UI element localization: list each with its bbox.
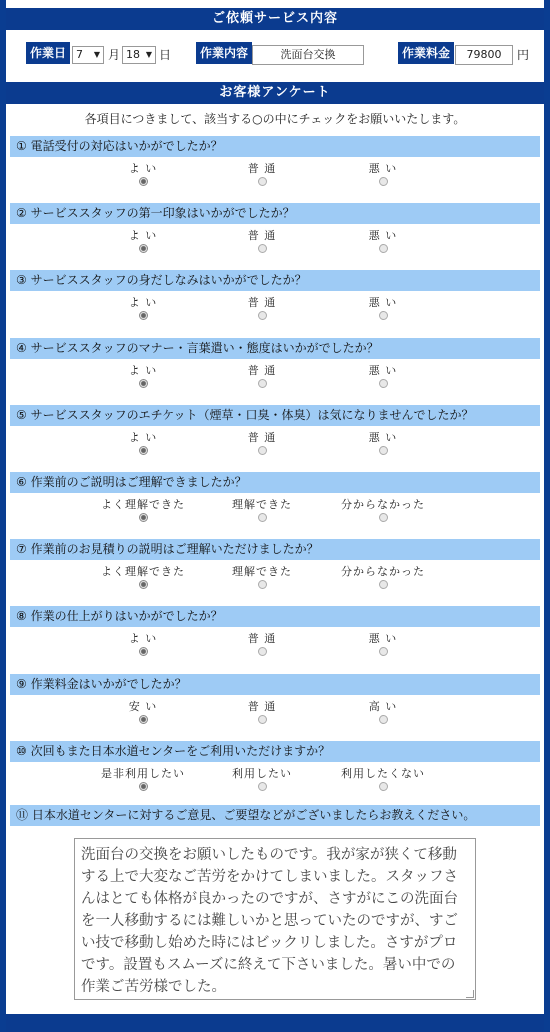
answer-option [323, 767, 443, 794]
chevron-down-icon: ▼ [93, 50, 100, 59]
radio-button[interactable] [258, 647, 267, 656]
radio-button[interactable] [258, 782, 267, 791]
answer-option [323, 700, 443, 727]
answer-option [83, 296, 203, 323]
fee-unit: 円 [517, 48, 530, 62]
answer-option-label: 悪 い [368, 364, 398, 377]
answer-option [83, 565, 203, 592]
radio-button[interactable] [139, 580, 148, 589]
answer-option [202, 364, 322, 391]
question-label: ⑨ 作業料金はいかがでしたか？ [10, 674, 540, 695]
answer-option [83, 700, 203, 727]
answer-option-label: 普 通 [247, 700, 277, 713]
answer-option-label: 利用したくない [341, 767, 425, 780]
radio-button[interactable] [258, 580, 267, 589]
answer-option-label: 普 通 [247, 632, 277, 645]
radio-button[interactable] [258, 311, 267, 320]
answer-option-label: 利用したい [232, 767, 292, 780]
radio-button[interactable] [379, 177, 388, 186]
answer-option-label: 悪 い [368, 229, 398, 242]
answer-option-label: 悪 い [368, 296, 398, 309]
radio-button[interactable] [139, 782, 148, 791]
radio-button[interactable] [379, 715, 388, 724]
day-unit: 日 [159, 48, 172, 62]
answer-option-label: 普 通 [247, 229, 277, 242]
answer-option [202, 296, 322, 323]
radio-button[interactable] [258, 379, 267, 388]
answer-option-label: 普 通 [247, 162, 277, 175]
month-unit: 月 [108, 48, 121, 62]
answer-option-label: 普 通 [247, 364, 277, 377]
answer-option-label: 分からなかった [341, 498, 425, 511]
answer-option [202, 632, 322, 659]
radio-button[interactable] [258, 715, 267, 724]
radio-button[interactable] [379, 379, 388, 388]
radio-button[interactable] [379, 513, 388, 522]
radio-button[interactable] [139, 379, 148, 388]
radio-button[interactable] [379, 580, 388, 589]
radio-button[interactable] [258, 513, 267, 522]
question-label: ⑩ 次回もまた日本水道センターをご利用いただけますか？ [10, 741, 540, 762]
answer-option-label: よく理解できた [101, 565, 185, 578]
service-header: ご依頼サービス内容 [6, 8, 544, 30]
answer-option-label: 悪 い [368, 632, 398, 645]
month-select[interactable] [72, 46, 104, 64]
footer-bar [6, 1014, 544, 1032]
content-field[interactable]: 洗面台交換 [252, 45, 364, 65]
radio-button[interactable] [139, 647, 148, 656]
answer-option [202, 431, 322, 458]
day-select[interactable] [122, 46, 156, 64]
answer-option-label: 悪 い [368, 162, 398, 175]
resize-handle-icon[interactable] [466, 990, 474, 998]
fee-label: 作業料金 [398, 42, 454, 64]
answer-option [202, 700, 322, 727]
answer-option [83, 498, 203, 525]
answer-option [323, 498, 443, 525]
answer-option [323, 364, 443, 391]
answer-option-label: よく理解できた [101, 498, 185, 511]
answer-option [323, 632, 443, 659]
comment-textarea[interactable] [74, 838, 476, 1000]
answer-option-label: 理解できた [232, 565, 292, 578]
question-label: ⑧ 作業の仕上がりはいかがでしたか？ [10, 606, 540, 627]
answer-option [323, 162, 443, 189]
answer-option-label: 分からなかった [341, 565, 425, 578]
radio-button[interactable] [379, 311, 388, 320]
fee-field[interactable]: 79800 [455, 45, 513, 65]
content-label: 作業内容 [196, 42, 252, 64]
answer-option-label: よ い [128, 229, 158, 242]
answer-option-label: 高 い [368, 700, 398, 713]
question-label: ⑦ 作業前のお見積りの説明はご理解いただけましたか？ [10, 539, 540, 560]
question-label: ⑤ サービススタッフのエチケット（煙草・口臭・体臭）は気になりませんでしたか？ [10, 405, 540, 426]
answer-option [83, 431, 203, 458]
question-label: ⑥ 作業前のご説明はご理解できましたか？ [10, 472, 540, 493]
answer-option [83, 632, 203, 659]
answer-option [323, 229, 443, 256]
answer-option-label: 理解できた [232, 498, 292, 511]
radio-button[interactable] [258, 177, 267, 186]
radio-button[interactable] [139, 513, 148, 522]
radio-button[interactable] [139, 177, 148, 186]
day-value: 18 [126, 48, 140, 61]
question-label: ② サービススタッフの第一印象はいかがでしたか？ [10, 203, 540, 224]
answer-option-label: 普 通 [247, 431, 277, 444]
chevron-down-icon: ▼ [145, 50, 152, 59]
answer-option-label: よ い [128, 162, 158, 175]
answer-option [202, 162, 322, 189]
radio-button[interactable] [379, 647, 388, 656]
answer-option [83, 229, 203, 256]
answer-option-label: よ い [128, 431, 158, 444]
answer-option [323, 565, 443, 592]
answer-option [83, 162, 203, 189]
question-label: ① 電話受付の対応はいかがでしたか？ [10, 136, 540, 157]
radio-button[interactable] [139, 311, 148, 320]
answer-option-label: 安 い [128, 700, 158, 713]
radio-button[interactable] [258, 446, 267, 455]
answer-option [323, 431, 443, 458]
radio-button[interactable] [258, 244, 267, 253]
answer-option-label: よ い [128, 296, 158, 309]
radio-button[interactable] [139, 244, 148, 253]
radio-button[interactable] [139, 715, 148, 724]
answer-option-label: よ い [128, 632, 158, 645]
answer-option [202, 229, 322, 256]
survey-intro: 各項目につきまして、該当する○の中にチェックをお願いいたします。 [84, 112, 466, 126]
answer-option [83, 767, 203, 794]
comment-text: 洗面台の交換をお願いしたものです。我が家が狭くて移動する上で大変なご苦労をかけてしまいました。スタッフさんはとても体格が良かったのですが、さすがにこの洗面台を一人移動するには難しいかと思っていたのですが、すごい技で移動し始めた時にはビックリしました。さすがプロです。設置もスムーズに終えて下さいました。暑い中での作業ご苦労様でした。 [81, 847, 458, 995]
answer-option-label: 悪 い [368, 431, 398, 444]
answer-option-label: よ い [128, 364, 158, 377]
answer-option [202, 767, 322, 794]
answer-option [202, 498, 322, 525]
question-label: ④ サービススタッフのマナー・言葉遣い・態度はいかがでしたか？ [10, 338, 540, 359]
comment-question: ⑪ 日本水道センターに対するご意見、ご要望などがございましたらお教えください。 [10, 805, 540, 826]
answer-option-label: 是非利用したい [101, 767, 185, 780]
answer-option [83, 364, 203, 391]
question-label: ③ サービススタッフの身だしなみはいかがでしたか？ [10, 270, 540, 291]
radio-button[interactable] [379, 446, 388, 455]
date-label: 作業日 [26, 42, 70, 64]
answer-option [323, 296, 443, 323]
radio-button[interactable] [379, 244, 388, 253]
survey-header: お客様アンケート [6, 82, 544, 104]
radio-button[interactable] [379, 782, 388, 791]
radio-button[interactable] [139, 446, 148, 455]
answer-option [202, 565, 322, 592]
answer-option-label: 普 通 [247, 296, 277, 309]
month-value: 7 [76, 48, 83, 61]
